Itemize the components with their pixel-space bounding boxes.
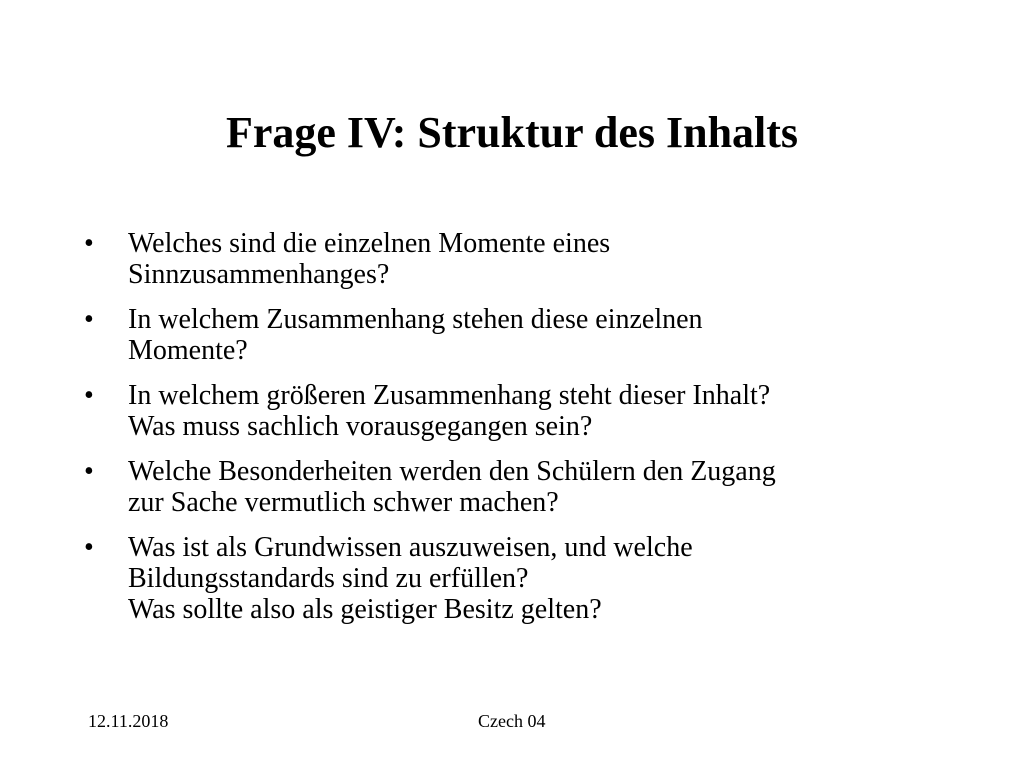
bullet-item [84,380,964,442]
bullet-text-line: In welchem Zusammenhang stehen diese einzelnen [128,304,703,335]
bullet-text-line: Momente? [128,335,248,366]
bullet-text-line: zur Sache vermutlich schwer machen? [128,487,559,518]
slide-title: Frage IV: Struktur des Inhalts [225,108,799,157]
bullet-list [84,228,964,639]
bullet-marker: • [84,456,94,487]
bullet-text-line: Bildungsstandards sind zu erfüllen? [128,563,529,594]
bullet-item [84,304,964,366]
bullet-text-line: Was sollte also als geistiger Besitz gelten? [128,594,602,625]
bullet-text-line: Was ist als Grundwissen auszuweisen, und welche [128,532,693,563]
bullet-text-line: In welchem größeren Zusammenhang steht dieser Inhalt? [128,380,771,411]
bullet-marker: • [84,532,94,563]
bullet-marker: • [84,304,94,335]
bullet-marker: • [84,228,94,259]
bullet-text-line: Welche Besonderheiten werden den Schülern den Zugang [128,456,776,487]
bullet-text-line: Sinnzusammenhanges? [128,259,390,290]
footer-author: Czech 04 [478,711,546,731]
bullet-item [84,532,964,625]
bullet-text-line: Was muss sachlich vorausgegangen sein? [128,411,593,442]
footer-date: 12.11.2018 [88,711,169,731]
bullet-item [84,456,964,518]
bullet-item [84,228,964,290]
bullet-text-line: Welches sind die einzelnen Momente eines [128,228,611,259]
bullet-marker: • [84,380,94,411]
